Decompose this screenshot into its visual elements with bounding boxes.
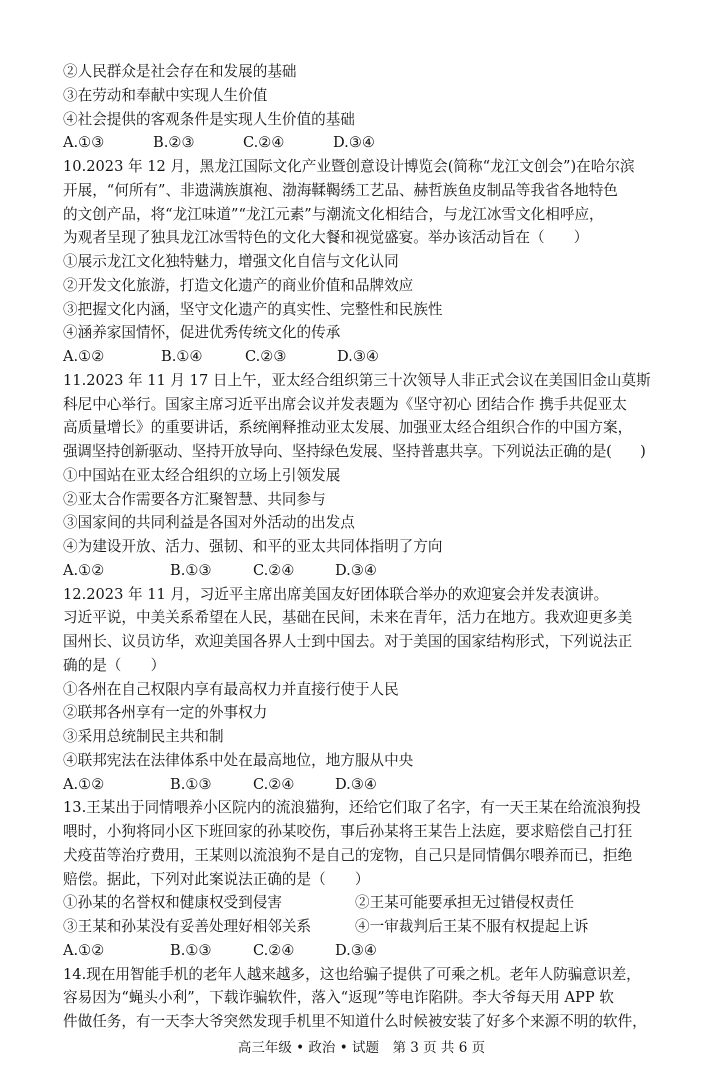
- q10-stem-line: 10.2023 年 12 月，黑龙江国际文化产业暨创意设计博览会(简称“龙江文创会”)在哈尔滨: [63, 158, 635, 175]
- q14-stem-line: 14.现在用智能手机的老年人越来越多，这也给骗子提供了可乘之机。老年人防骗意识差，: [63, 965, 641, 983]
- q11-stem-line: 强调坚持创新驱动、坚持开放导向、坚持绿色发展、坚持普惠共享。下列说法正确的是( ): [63, 443, 646, 460]
- q10-item: ④涵养家国情怀，促进优秀传统文化的传承: [63, 324, 341, 342]
- q13-items-row: [63, 891, 673, 915]
- q12-stem-line: 确的是（ ）: [63, 656, 166, 674]
- q10-options: [63, 345, 673, 369]
- question-13: [63, 796, 673, 962]
- q13-item: ④一审裁判后王某不服有权提起上诉: [355, 918, 589, 935]
- option-b: B.①③: [170, 941, 212, 959]
- q14-stem-line: 件做任务，有一天李大爷突然发现手机里不知道什么时候被安装了好多个来源不明的软件，: [63, 1013, 647, 1030]
- q13-items-row: [63, 915, 673, 939]
- q11-stem-line: 科尼中心举行。国家主席习近平出席会议并发表题为《坚守初心 团结合作 携手共促亚太: [63, 395, 627, 413]
- q13-stem-line: 13.王某出于同情喂养小区院内的流浪猫狗，还给它们取了名字，有一天王某在给流浪狗投: [63, 799, 641, 817]
- q9-options: [63, 131, 673, 155]
- q11-item: ③国家间的共同利益是各国对外活动的出发点: [63, 514, 355, 532]
- q11-options: [63, 559, 673, 583]
- q14-stem-line: 容易因为“蝇头小利”，下载诈骗软件，落入“返现”等电诈陷阱。李大爷每天用 APP 软: [63, 989, 614, 1007]
- q12-item: ④联邦宪法在法律体系中处在最高地位，地方服从中央: [63, 751, 414, 769]
- page-footer: 高三年级 • 政治 • 试题 第 3 页 共 6 页: [237, 1040, 486, 1056]
- option-a: A.①②: [63, 561, 105, 579]
- option-c: C.②④: [243, 134, 285, 152]
- question-10: [63, 155, 673, 369]
- q13-item: ②王某可能要承担无过错侵权责任: [355, 894, 574, 912]
- q12-item: ①各州在自己权限内享有最高权力并直接行使于人民: [63, 680, 399, 698]
- q11-stem-line: 高质量增长》的重要讲话，系统阐释推动亚太发展、加强亚太经合组织合作的中国方案，: [63, 419, 633, 437]
- q13-item: ①孙某的名誉权和健康权受到侵害: [63, 894, 282, 912]
- option-a: A.①②: [63, 941, 105, 959]
- q13-item: ③王某和孙某没有妥善处理好相邻关系: [63, 918, 312, 935]
- q13-stem-line: 犬疫苗等治疗费用，王某则以流浪狗不是自己的宠物，自己只是同情偶尔喂养而已，拒绝: [63, 846, 633, 864]
- q12-item: ③采用总统制民主共和制: [63, 728, 224, 745]
- q10-stem-line: 为观者呈现了独具龙江冰雪特色的文化大餐和视觉盛宴。举办该活动旨在（ ）: [63, 229, 589, 247]
- q12-stem-line: 国州长、议员访华，欢迎美国各界人士到中国去。对于美国的国家结构形式，下列说法正: [63, 633, 633, 650]
- option-d: D.③④: [337, 348, 379, 365]
- option-b: B.②③: [153, 134, 195, 152]
- q11-item: ②亚太合作需要各方汇聚智慧、共同参与: [63, 490, 326, 508]
- option-a: A.①③: [63, 134, 105, 152]
- q13-stem-line: 赔偿。据此，下列对此案说法正确的是（ ）: [63, 870, 370, 888]
- q10-stem-line: 开展，“何所有”、非遗满族旗袍、渤海鞣鞨绣工艺品、赫哲族鱼皮制品等我省各地特色: [63, 181, 618, 199]
- q11-item: ①中国站在亚太经合组织的立场上引领发展: [63, 466, 341, 484]
- q10-stem-line: 的文创产品，将“龙江味道”“龙江元素”与潮流文化相结合，与龙江冰雪文化相呼应，: [63, 205, 604, 223]
- option-b: B.①③: [170, 561, 212, 579]
- q10-item: ③把握文化内涵，坚守文化遗产的真实性、完整性和民族性: [63, 300, 443, 318]
- option-d: D.③④: [335, 561, 377, 579]
- q11-stem-line: 11.2023 年 11 月 17 日上午，亚太经合组织第三十次领导人非正式会议在美国旧金山莫斯: [63, 371, 651, 389]
- q11-item: ④为建设开放、活力、强韧、和平的亚太共同体指明了方向: [63, 538, 443, 555]
- option-a: A.①②: [63, 348, 105, 365]
- option-c: C.②④: [253, 941, 295, 959]
- option-a: A.①②: [63, 775, 105, 793]
- option-c: C.②③: [245, 348, 287, 365]
- q9-item: ④社会提供的客观条件是实现人生价值的基础: [63, 110, 355, 128]
- q12-stem-line: 12.2023 年 11 月，习近平主席出席美国友好团体联合举办的欢迎宴会并发表演讲。: [63, 585, 609, 603]
- option-c: C.②④: [253, 775, 295, 793]
- q12-item: ②联邦各州享有一定的外事权力: [63, 704, 268, 722]
- question-9: [63, 60, 673, 155]
- option-d: D.③④: [335, 775, 377, 793]
- question-14: [63, 963, 673, 1034]
- question-12: [63, 583, 673, 797]
- option-b: B.①④: [161, 348, 203, 365]
- q10-item: ①展示龙江文化独特魅力，增强文化自信与文化认同: [63, 253, 399, 270]
- q13-stem-line: 喂时，小狗将同小区下班回家的孙某咬伤，事后孙某将王某告上法庭，要求赔偿自己打狂: [63, 823, 633, 840]
- q9-item: ②人民群众是社会存在和发展的基础: [63, 63, 297, 80]
- exam-page: [63, 60, 673, 1034]
- q9-item: ③在劳动和奉献中实现人生价值: [63, 86, 268, 104]
- option-d: D.③④: [333, 134, 375, 152]
- q10-item: ②开发文化旅游，打造文化遗产的商业价值和品牌效应: [63, 276, 414, 294]
- q12-stem-line: 习近平说，中美关系希望在人民，基础在民间，未来在青年，活力在地方。我欢迎更多美: [63, 609, 633, 627]
- option-b: B.①③: [170, 775, 212, 793]
- option-c: C.②④: [253, 561, 295, 579]
- q12-options: [63, 773, 673, 797]
- question-11: [63, 369, 673, 583]
- option-d: D.③④: [335, 941, 377, 959]
- q13-options: [63, 939, 673, 963]
